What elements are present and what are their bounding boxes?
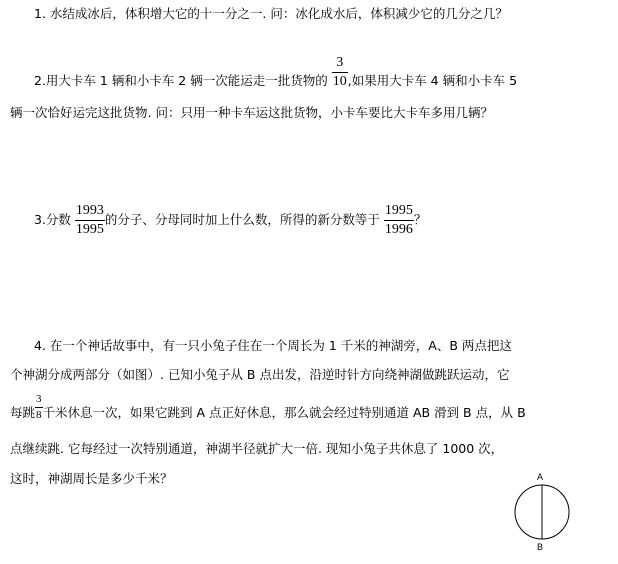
problem-4-line-2	[10, 366, 509, 384]
problem-4-line-1	[34, 337, 512, 355]
problem-4-line-4	[10, 440, 503, 458]
problem-3-text-middle: 的分子、分母同时加上什么数，所得的新分数等于	[104, 212, 380, 227]
point-a-label: A	[536, 472, 544, 482]
problem-4-text-line-3-before: 每跳	[10, 405, 36, 420]
fraction-numerator: 3	[36, 393, 42, 405]
problem-1-text: 1. 水结成冰后，体积增大它的十一分之一. 问：冰化成水后，体积减少它的几分之几？	[34, 6, 508, 21]
fraction-denominator: 8	[36, 409, 42, 421]
fraction-denominator: 1996	[384, 222, 413, 237]
problem-4-text-line-2: 个神湖分成两部分（如图）. 已知小兔子从 B 点出发，沿逆时针方向绕神湖做跳跃运动，它	[10, 367, 510, 382]
problem-4-text-line-3-after: 千米休息一次，如果它跳到 A 点正好休息，那么就会经过特别通道 AB 滑到 B 点，从 B	[42, 405, 526, 420]
fraction-3-8	[35, 394, 43, 421]
fraction-1993-1995	[75, 204, 105, 237]
problem-3-text-after: ？	[413, 212, 427, 227]
fraction-numerator: 1993	[75, 203, 104, 218]
fraction-denominator: 10	[332, 74, 347, 89]
problem-3	[34, 204, 426, 237]
fraction-numerator: 3	[336, 55, 344, 70]
problem-2-text-before: 2.用大卡车 1 辆和小卡车 2 辆一次能运走一批货物的	[34, 73, 328, 88]
problem-2-text-after: ,如果用大卡车 4 辆和小卡车 5	[347, 73, 518, 88]
fraction-numerator: 1995	[384, 203, 413, 218]
problem-2-text-line-2: 辆一次恰好运完这批货物. 问：只用一种卡车运这批货物，小卡车要比大卡车多用几辆？	[10, 105, 493, 120]
problem-2-line-2	[10, 104, 493, 122]
fraction-denominator: 1995	[75, 222, 104, 237]
problem-4-text-line-1: 4. 在一个神话故事中，有一只小兔子住在一个周长为 1 千米的神湖旁，A、B 两点把这	[34, 338, 512, 353]
problem-4-text-line-5: 这时，神湖周长是多少千米？	[10, 471, 173, 486]
fraction-1995-1996	[384, 204, 414, 237]
problem-4-line-3	[10, 393, 526, 422]
lake-diagram	[507, 470, 577, 560]
problem-4-text-line-4: 点继续跳. 它每经过一次特别通道，神湖半径就扩大一倍. 现知小兔子共休息了 1000 次，	[10, 441, 504, 456]
point-b-label: B	[536, 542, 544, 552]
problem-3-text-before: 3.分数	[34, 212, 71, 227]
problem-2-line-1	[34, 55, 518, 90]
problem-1	[34, 5, 508, 23]
fraction-3-10	[332, 56, 348, 89]
problem-4-line-5	[10, 470, 173, 488]
